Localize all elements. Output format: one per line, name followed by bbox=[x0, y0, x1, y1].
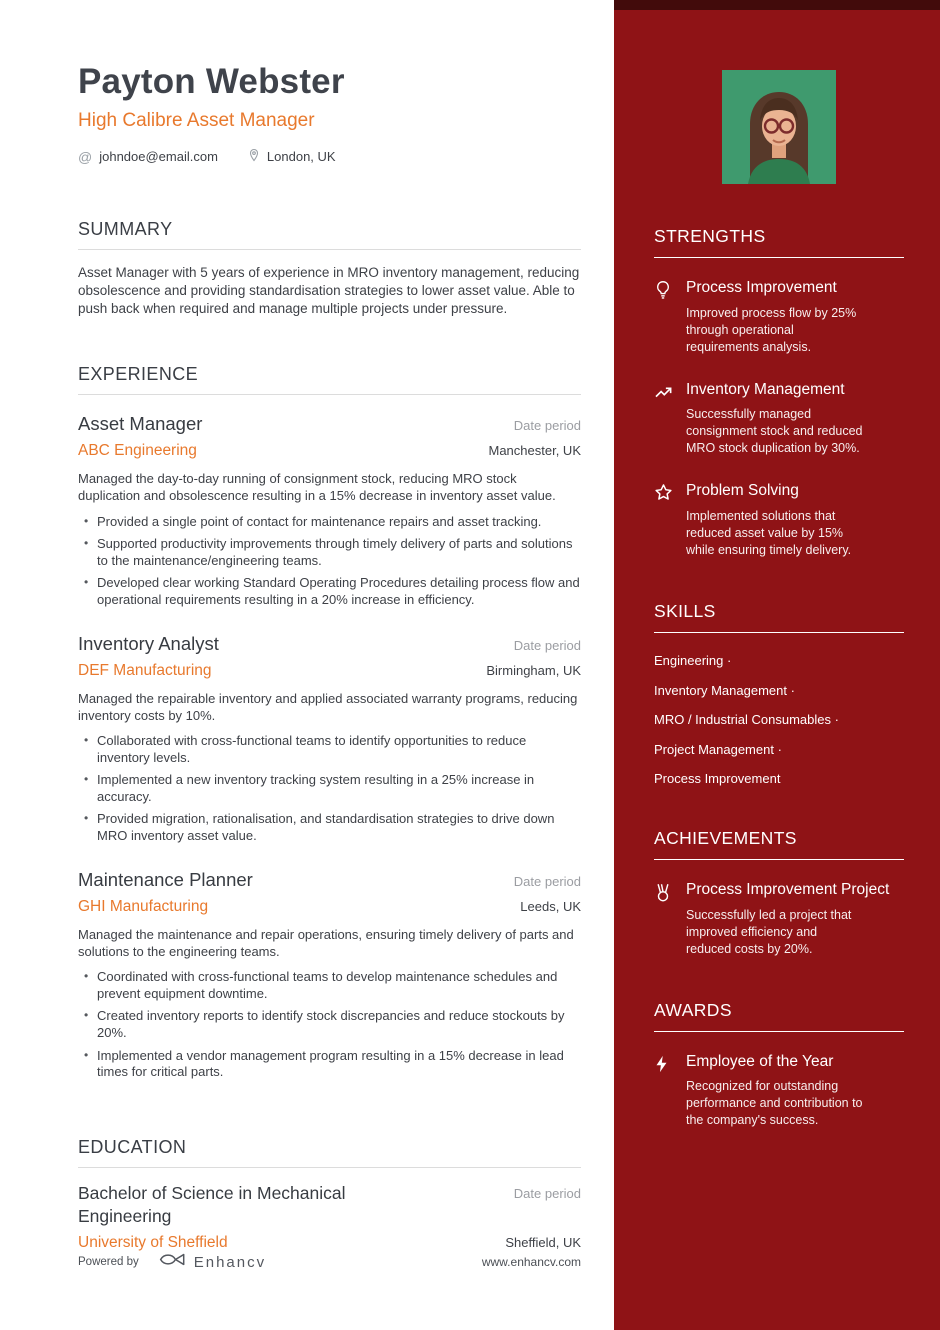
job-bullet: • Supported productivity improvements through timely delivery of parts and solutions to the maintenance/engineering teams. bbox=[97, 536, 581, 569]
education-section bbox=[78, 1137, 581, 1253]
skills-section bbox=[654, 601, 904, 786]
award-text: Recognized for outstanding performance and contribution to the company's success. bbox=[686, 1079, 863, 1128]
strength-title: Process Improvement bbox=[686, 279, 837, 296]
job-company-row bbox=[78, 442, 581, 460]
strength-body bbox=[686, 380, 864, 458]
job-date: Date period bbox=[513, 637, 581, 653]
brand-text: Enhancv bbox=[193, 1253, 267, 1271]
awards-heading: AWARDS bbox=[654, 1000, 904, 1032]
email-item bbox=[78, 149, 218, 165]
achievement-title: Process Improvement Project bbox=[686, 881, 890, 899]
email-icon: @ bbox=[78, 148, 93, 165]
strengths-heading: STRENGTHS bbox=[654, 226, 904, 258]
skill-item: Engineering · bbox=[654, 653, 732, 669]
achievements-section bbox=[654, 828, 904, 958]
job-bullet: • Coordinated with cross-functional teams to develop maintenance schedules and prevent equipment downtime. bbox=[97, 969, 581, 1002]
location-item bbox=[248, 148, 336, 165]
job-bullet: • Created inventory reports to identify stock discrepancies and reduce stockouts by 20%. bbox=[97, 1008, 581, 1041]
sidebar bbox=[614, 0, 940, 1330]
contact-row bbox=[78, 148, 581, 165]
skill-item: Project Management · bbox=[654, 741, 782, 757]
strength-body bbox=[686, 481, 864, 559]
job-date: Date period bbox=[513, 873, 581, 889]
location-pin-icon bbox=[248, 148, 260, 165]
trending-arrows-icon bbox=[654, 380, 674, 458]
strength-item bbox=[654, 380, 904, 458]
powered-by-label: Powered by bbox=[78, 1256, 139, 1269]
summary-heading: SUMMARY bbox=[78, 219, 581, 250]
job-bullet: • Collaborated with cross-functional teams to identify opportunities to reduce inventory levels. bbox=[97, 733, 581, 766]
experience-heading: EXPERIENCE bbox=[78, 364, 581, 395]
strengths-section bbox=[654, 226, 904, 559]
job-bullets bbox=[78, 733, 581, 845]
job-bullet: • Implemented a new inventory tracking system resulting in a 25% increase in accuracy. bbox=[97, 772, 581, 805]
degree-row bbox=[78, 1182, 581, 1228]
job-title: Inventory Analyst bbox=[78, 632, 219, 654]
achievement-item bbox=[654, 880, 904, 958]
skill-item: MRO / Industrial Consumables · bbox=[654, 712, 839, 728]
footer bbox=[78, 1252, 581, 1272]
award-body bbox=[686, 1052, 864, 1130]
summary-section bbox=[78, 219, 581, 318]
job-entry bbox=[78, 869, 581, 1081]
job-company-row bbox=[78, 898, 581, 916]
enhancv-logo bbox=[159, 1252, 266, 1272]
strength-title: Problem Solving bbox=[686, 482, 799, 500]
star-icon bbox=[654, 481, 674, 559]
strength-text: Successfully managed consignment stock and reduced MRO stock duplication by 30%. bbox=[686, 407, 863, 456]
location-text: London, UK bbox=[266, 149, 336, 164]
fish-logo-icon bbox=[159, 1252, 187, 1272]
strength-title: Inventory Management bbox=[686, 380, 845, 398]
achievement-body bbox=[686, 880, 889, 958]
achievements-heading: ACHIEVEMENTS bbox=[654, 828, 904, 860]
skill-item: Inventory Management · bbox=[654, 682, 795, 698]
job-location: Manchester, UK bbox=[488, 443, 581, 459]
job-location: Leeds, UK bbox=[520, 898, 581, 914]
job-title-row bbox=[78, 633, 581, 655]
skills-heading: SKILLS bbox=[654, 601, 904, 633]
skill-item: Process Improvement bbox=[654, 771, 781, 787]
job-title-row bbox=[78, 869, 581, 891]
strength-text: Improved process flow by 25% through operational requirements analysis. bbox=[686, 305, 857, 354]
strength-item bbox=[654, 278, 904, 356]
awards-section bbox=[654, 1000, 904, 1130]
job-headline: High Calibre Asset Manager bbox=[78, 110, 315, 131]
job-description: Managed the day-to-day running of consignment stock, reducing MRO stock duplication and obsolescence resulting in a 15% decrease in inventory asset value. bbox=[78, 471, 556, 504]
award-title: Employee of the Year bbox=[686, 1052, 834, 1070]
school-row bbox=[78, 1234, 581, 1252]
company-name: ABC Engineering bbox=[78, 442, 197, 460]
job-entry bbox=[78, 413, 581, 608]
job-description: Managed the maintenance and repair operations, ensuring timely delivery of parts and solutions to the engineering teams. bbox=[78, 926, 574, 959]
resume-header bbox=[78, 62, 581, 165]
job-title: Asset Manager bbox=[78, 413, 203, 435]
education-date: Date period bbox=[513, 1185, 581, 1201]
job-bullets bbox=[78, 514, 581, 609]
job-bullet: • Developed clear working Standard Operating Procedures detailing process flow and operational requirements resulting in a 20% increase in efficiency. bbox=[97, 575, 581, 608]
email-text: johndoe@email.com bbox=[99, 149, 218, 164]
education-location: Sheffield, UK bbox=[505, 1235, 581, 1251]
education-heading: EDUCATION bbox=[78, 1137, 581, 1168]
profile-photo bbox=[722, 70, 836, 184]
medal-icon bbox=[654, 880, 674, 958]
job-entry bbox=[78, 633, 581, 845]
strength-body bbox=[686, 278, 864, 356]
school-name: University of Sheffield bbox=[78, 1234, 228, 1252]
footer-url: www.enhancv.com bbox=[481, 1255, 581, 1270]
page-title: Payton Webster bbox=[78, 62, 345, 101]
lightning-icon bbox=[654, 1052, 674, 1130]
job-title: Maintenance Planner bbox=[78, 868, 253, 890]
job-title-row bbox=[78, 413, 581, 435]
job-location: Birmingham, UK bbox=[486, 662, 581, 678]
job-bullet: • Provided migration, rationalisation, and standardisation strategies to drive down MRO inventory asset value. bbox=[97, 811, 581, 844]
summary-text: Asset Manager with 5 years of experience in MRO inventory management, reducing obsolescence and providing standardisation strategies to lower asset value. Able to push back when required and manage multiple projects under pressure. bbox=[78, 265, 580, 317]
job-bullets bbox=[78, 969, 581, 1081]
company-name: GHI Manufacturing bbox=[78, 897, 209, 915]
degree-title: Bachelor of Science in Mechanical Engineering bbox=[78, 1182, 346, 1226]
experience-section bbox=[78, 364, 581, 1087]
company-name: DEF Manufacturing bbox=[78, 661, 212, 679]
job-company-row bbox=[78, 662, 581, 680]
job-bullet: • Implemented a vendor management program resulting in a 15% decrease in lead times for critical parts. bbox=[97, 1048, 581, 1081]
strength-text: Implemented solutions that reduced asset value by 15% while ensuring timely delivery. bbox=[686, 509, 852, 558]
job-bullet: • Provided a single point of contact for maintenance repairs and asset tracking. bbox=[97, 514, 581, 531]
achievement-text: Successfully led a project that improved efficiency and reduced costs by 20%. bbox=[686, 907, 852, 956]
award-item bbox=[654, 1052, 904, 1130]
lightbulb-icon bbox=[654, 278, 674, 356]
strength-item bbox=[654, 481, 904, 559]
job-date: Date period bbox=[513, 418, 581, 434]
top-strip bbox=[614, 0, 940, 10]
job-description: Managed the repairable inventory and applied associated warranty programs, reducing inventory costs by 10%. bbox=[78, 690, 578, 723]
